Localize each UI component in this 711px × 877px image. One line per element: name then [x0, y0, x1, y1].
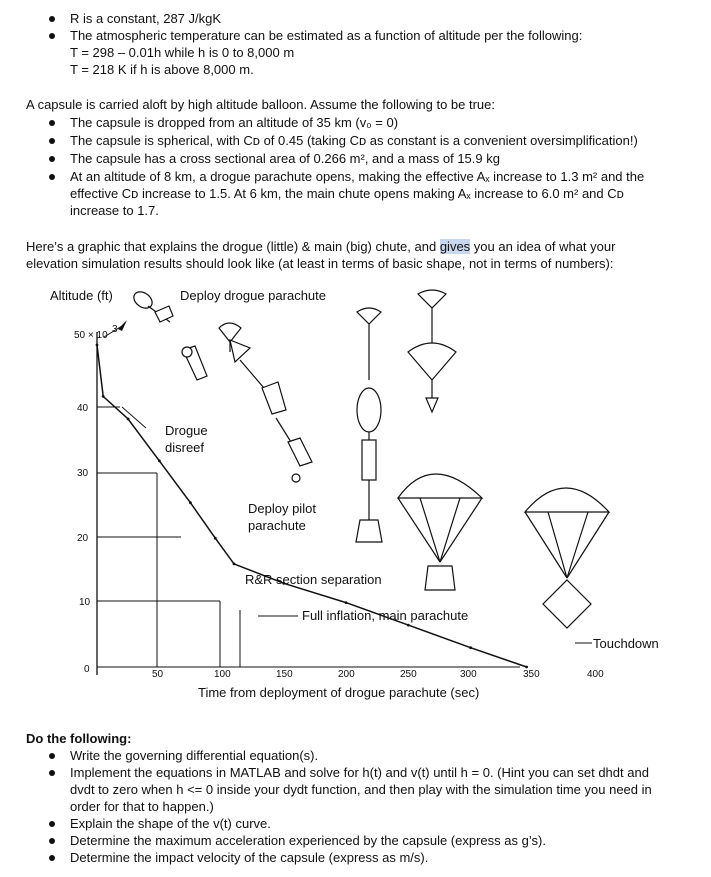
bullet-text: At an altitude of 8 km, a drogue parachute opens, making the effective Aₓ increase to 1.3 m² and the effective Cᴅ increase to 1.5. At 6 km, the main chute opens making Aₓ increase to 6.0 m² and Cᴅ increase to 1.7. — [70, 169, 645, 218]
curve-point — [127, 418, 130, 421]
temp-line-1: T = 298 – 0.01h while h is 0 to 8,000 m — [70, 45, 295, 60]
bullet-text: Implement the equations in MATLAB and solve for h(t) and v(t) until h = 0. (Hint you can set dhdt and dvdt to zero when h <= 0 inside your dydt function, and then play with the simulation time you need in order for that to happen.) — [70, 765, 652, 814]
curve-point — [189, 501, 192, 504]
y-tick-20: 20 — [77, 533, 89, 544]
graphic-intro-a: Here’s a graphic that explains the drogue (little) & main (big) chute, and — [26, 239, 440, 254]
capsule-intro: A capsule is carried aloft by high altitude balloon. Assume the following to be true: — [26, 97, 496, 112]
x-tick-400: 400 — [587, 669, 604, 680]
annotation-full-inflation: Full inflation, main parachute — [302, 608, 469, 623]
curve-point — [407, 624, 410, 627]
graphic-intro-highlight: gives — [439, 239, 471, 254]
annotation-drogue-disreef-1: Drogue — [165, 423, 208, 438]
y-axis-arrow — [118, 320, 127, 331]
stage-4-illustration — [356, 308, 382, 542]
annotation-rr-separation: R&R section separation — [245, 572, 382, 587]
bullet-dot — [49, 174, 55, 180]
temp-line-2: T = 218 K if h is above 8,000 m. — [70, 62, 254, 77]
y-tick-30: 30 — [77, 468, 89, 479]
do-heading: Do the following: — [26, 731, 132, 746]
stage-5-illustration — [408, 290, 456, 412]
stage-3-illustration — [230, 340, 312, 482]
bullet-text: R is a constant, 287 J/kgK — [70, 11, 222, 26]
bullet-dot — [49, 753, 55, 759]
annotation-drogue-disreef-2: disreef — [165, 440, 205, 455]
bullet-dot — [49, 138, 55, 144]
annotation-touchdown: Touchdown — [593, 636, 659, 651]
stage-6-illustration — [398, 474, 482, 590]
x-axis-ticks — [152, 669, 604, 680]
x-axis-label: Time from deployment of drogue parachute (sec) — [198, 685, 480, 700]
bullet-text: The capsule has a cross sectional area of 0.266 m², and a mass of 15.9 kg — [70, 151, 500, 166]
bullet-text: Explain the shape of the v(t) curve. — [70, 816, 271, 831]
x-tick-150: 150 — [276, 669, 293, 680]
graphic-intro-b: you an idea of what your elevation simulation results should look like (at least in terms of basic shape, not in terms of numbers): — [26, 239, 616, 271]
bullet-dot — [49, 16, 55, 22]
annotation-deploy-pilot-2: parachute — [248, 518, 306, 533]
y-tick-exponent: 3 — [112, 324, 118, 335]
x-tick-250: 250 — [400, 669, 417, 680]
y-axis — [97, 320, 127, 675]
graphic-intro — [26, 238, 666, 272]
x-tick-350: 350 — [523, 669, 540, 680]
y-tick-50k: 50 × 10 — [74, 330, 108, 341]
bullet-dot — [49, 821, 55, 827]
bullet-text: The capsule is spherical, with Cᴅ of 0.45 (taking Cᴅ as constant is a convenient oversimplification!) — [70, 133, 638, 148]
bullet-text: Write the governing differential equation(s). — [70, 748, 319, 763]
descent-figure — [0, 280, 711, 700]
x-tick-50: 50 — [152, 669, 164, 680]
bullet-dot — [49, 33, 55, 39]
x-tick-200: 200 — [338, 669, 355, 680]
y-tick-10: 10 — [79, 597, 91, 608]
annotation-deploy-pilot-1: Deploy pilot — [248, 501, 316, 516]
bullet-text: Determine the maximum acceleration experienced by the capsule (express as g’s). — [70, 833, 546, 848]
curve-point — [96, 344, 99, 347]
x-tick-300: 300 — [460, 669, 477, 680]
y-tick-40: 40 — [77, 403, 89, 414]
bullet-text: The capsule is dropped from an altitude of 35 km (v₀ = 0) — [70, 115, 399, 130]
bullet-text: The atmospheric temperature can be estimated as a function of altitude per the following: — [70, 28, 583, 43]
curve-point — [214, 537, 217, 540]
curve-point — [525, 666, 528, 669]
bullet-text: Determine the impact velocity of the capsule (express as m/s). — [70, 850, 429, 865]
bullet-dot — [49, 120, 55, 126]
bullet-dot — [49, 156, 55, 162]
y-tick-0: 0 — [84, 664, 90, 675]
y-axis-label: Altitude (ft) — [50, 288, 113, 303]
curve-point — [158, 459, 161, 462]
x-tick-100: 100 — [214, 669, 231, 680]
bullet-dot — [49, 838, 55, 844]
stage-7-illustration — [525, 488, 609, 628]
curve-point — [469, 646, 472, 649]
bullet-dot — [49, 855, 55, 861]
bullet-dot — [49, 770, 55, 776]
curve-point — [233, 563, 236, 566]
curve-point — [345, 601, 348, 604]
stage-1-illustration — [131, 289, 173, 322]
annotation-deploy-drogue: Deploy drogue parachute — [180, 288, 326, 303]
curve-point — [102, 395, 105, 398]
